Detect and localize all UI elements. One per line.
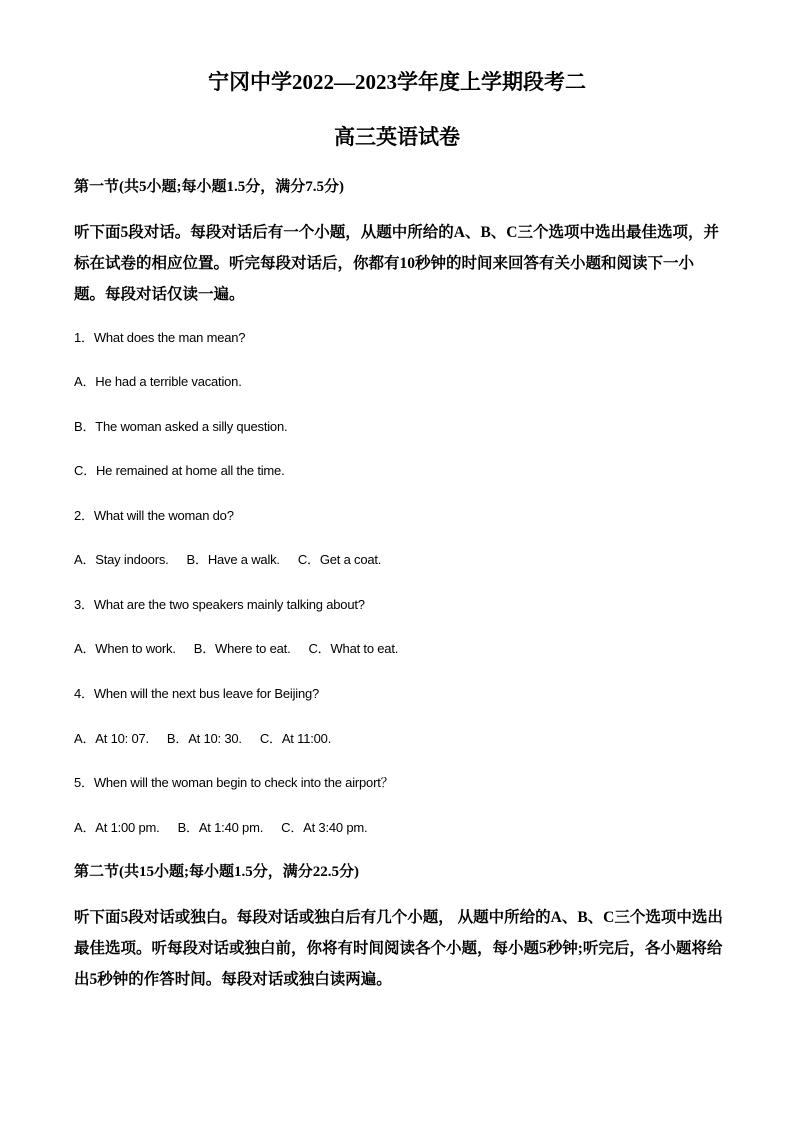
question-3-option-c: C．What to eat. (308, 641, 399, 656)
section1-heading: 第一节(共5小题;每小题1.5分，满分7.5分) (74, 179, 344, 195)
question-2-option-a: A．Stay indoors. (74, 552, 169, 567)
question-5-option-b: B．At 1:40 pm. (177, 820, 264, 835)
question-5-options (74, 819, 385, 837)
question-4-option-c: C．At 11:00. (259, 731, 332, 746)
question-5-stem: 5．When will the woman begin to check into the airport？ (74, 775, 394, 790)
question-1-option-a: A．He had a terrible vacation. (74, 374, 242, 389)
question-3-option-a: A．When to work. (74, 641, 176, 656)
section2-heading: 第二节(共15小题;每小题1.5分，满分22.5分) (74, 864, 359, 880)
question-1-stem: 1．What does the man mean? (74, 330, 246, 345)
question-2-stem: 2．What will the woman do? (74, 508, 234, 523)
question-5-option-c: C．At 3:40 pm. (281, 820, 368, 835)
question-1-option-b: B．The woman asked a silly question. (74, 419, 288, 434)
question-5-option-a: A．At 1:00 pm. (74, 820, 160, 835)
question-1-option-c: C．He remained at home all the time. (74, 463, 285, 478)
question-4-stem: 4．When will the next bus leave for Beijing? (74, 686, 320, 701)
question-3-stem: 3．What are the two speakers mainly talking about? (74, 597, 365, 612)
exam-subtitle: 高三英语试卷 (334, 125, 460, 149)
exam-title: 宁冈中学2022—2023学年度上学期段考二 (208, 70, 586, 94)
section2-instructions: 听下面5段对话或独白。每段对话或独白后有几个小题， 从题中所给的A、B、C三个选项中选出最佳选项。听每段对话或独白前，你将有时间阅读各个小题，每小题5秒钟;听完后，各小题将给出5秒钟的作答时间。每段对话或独白读两遍。 (74, 909, 723, 988)
question-3-options (74, 640, 416, 658)
question-2-option-c: C．Get a coat. (297, 552, 382, 567)
question-4-options (74, 730, 349, 748)
question-2-option-b: B．Have a walk. (186, 552, 280, 567)
question-3-option-b: B．Where to eat. (193, 641, 291, 656)
question-2-options (74, 551, 399, 569)
question-4-option-a: A．At 10: 07. (74, 731, 149, 746)
section1-instructions: 听下面5段对话。每段对话后有一个小题，从题中所给的A、B、C三个选项中选出最佳选项，并标在试卷的相应位置。听完每段对话后，你都有10秒钟的时间来回答有关小题和阅读下一小题。每段对话仅读一遍。 (74, 224, 719, 303)
question-4-option-b: B．At 10: 30. (166, 731, 242, 746)
